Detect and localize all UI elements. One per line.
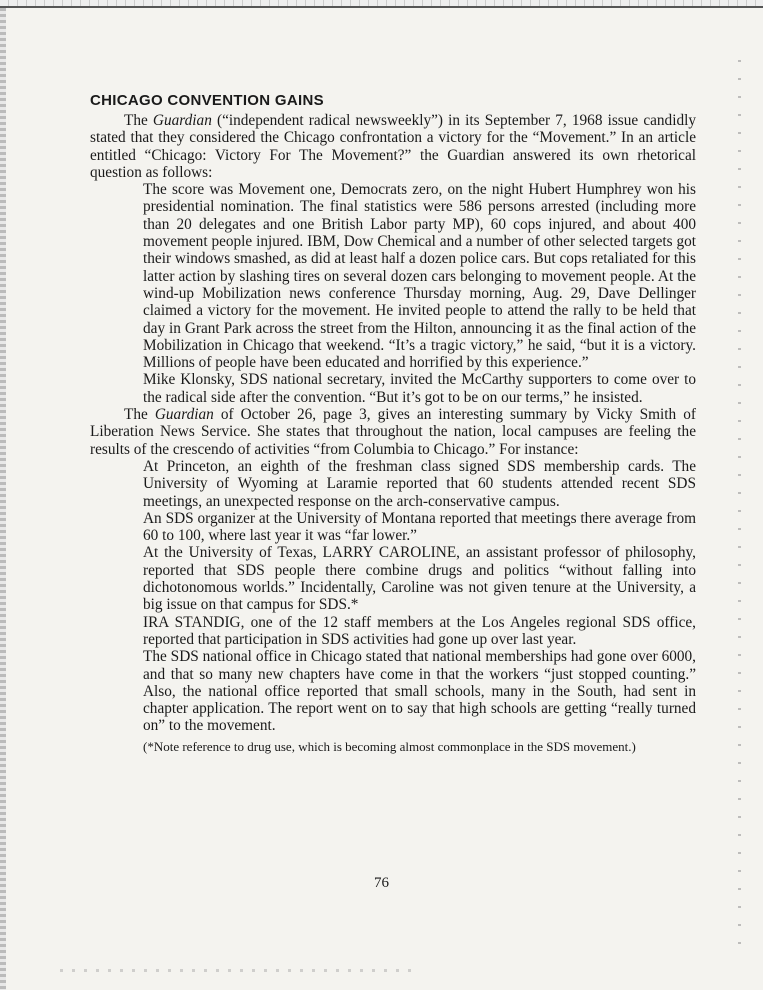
document-body bbox=[90, 92, 696, 754]
publication-name: Guardian bbox=[154, 406, 214, 424]
quote-paragraph: The SDS national office in Chicago stated that national memberships had gone over 6000, and that so many new chapters have come in that the workers “just stopped counting.” Also, the national office reported that small schools, many in the South, had sent in chapter application. The report went on to say that high schools are getting “really turned on” to the movement. bbox=[143, 648, 696, 735]
quote-paragraph: IRA STANDIG, one of the 12 staff members at the Los Angeles regional SDS office, reported that participation in SDS activities had gone up over last year. bbox=[143, 613, 696, 648]
body-paragraph bbox=[90, 406, 696, 458]
page-number: 76 bbox=[374, 875, 389, 891]
scan-speckle-right bbox=[738, 60, 741, 960]
quote-paragraph: The score was Movement one, Democrats zero, on the night Hubert Humphrey won his presidential nomination. The final statistics were 586 persons arrested (including more than 20 delegates and one British Labor party MP), 60 cops injured, and about 400 movement people injured. IBM, Dow Chemical and a number of other selected targets got their windows smashed, as did at least half a dozen police cars. But cops retaliated for this latter action by slashing tires on several dozen cars belonging to movement people. At the wind-up Mobilization news conference Thursday morning, Aug. 29, Dave Dellinger claimed a victory for the movement. He invited people to attend the rally to be held that day in Grant Park across the street from the Hilton, announcing it as the final action of the Mobilization in Chicago that weekend. “It’s a tragic victory,” he said, “but it is a victory. Millions of people have been educated and horrified by this experience.” bbox=[143, 181, 696, 372]
quote-paragraph: Mike Klonsky, SDS national secretary, invited the McCarthy supporters to come over to the radical side after the convention. “But it’s got to be on our terms,” he insisted. bbox=[143, 371, 696, 406]
binding-edge bbox=[0, 8, 6, 990]
intro-text-pre: The bbox=[124, 112, 153, 129]
section-heading: CHICAGO CONVENTION GAINS bbox=[90, 92, 324, 109]
quote-paragraph: At the University of Texas, LARRY CAROLINE, an assistant professor of philosophy, reported that SDS people there combine drugs and politics “without falling into dichotonomous worlds.” Incidentally, Caroline was not given tenure at the University, a big issue on that campus for SDS.* bbox=[143, 544, 696, 614]
quote-paragraph: An SDS organizer at the University of Montana reported that meetings there average from 60 to 100, where last year it was “far lower.” bbox=[143, 509, 696, 545]
quote-paragraph: At Princeton, an eighth of the freshman class signed SDS membership cards. The University of Wyoming at Laramie reported that 60 students attended recent SDS meetings, an unexpected response on the arch-conservative campus. bbox=[143, 457, 696, 510]
intro-text-post: (“independent radical newsweekly”) in its September 7, 1968 issue candidly stated that they considered the Chicago confrontation a victory for the “Movement.” In an article entitled “Chicago: Victory For The Movement?” the Guardian answered its own rhetorical question as follows: bbox=[90, 112, 697, 181]
para2-text-pre: The bbox=[124, 406, 155, 424]
intro-paragraph bbox=[90, 112, 696, 181]
page-top-edge bbox=[0, 0, 763, 8]
publication-name: Guardian bbox=[152, 112, 212, 129]
footnote: (*Note reference to drug use, which is becoming almost commonplace in the SDS movement.) bbox=[143, 738, 636, 754]
scan-speckle-bottom bbox=[60, 969, 420, 972]
para2-text-post: of October 26, page 3, gives an interesting summary by Vicky Smith of Liberation News Service. She states that throughout the nation, local campuses are feeling the results of the crescendo of activities “from Columbia to Chicago.” For instance: bbox=[90, 406, 696, 458]
